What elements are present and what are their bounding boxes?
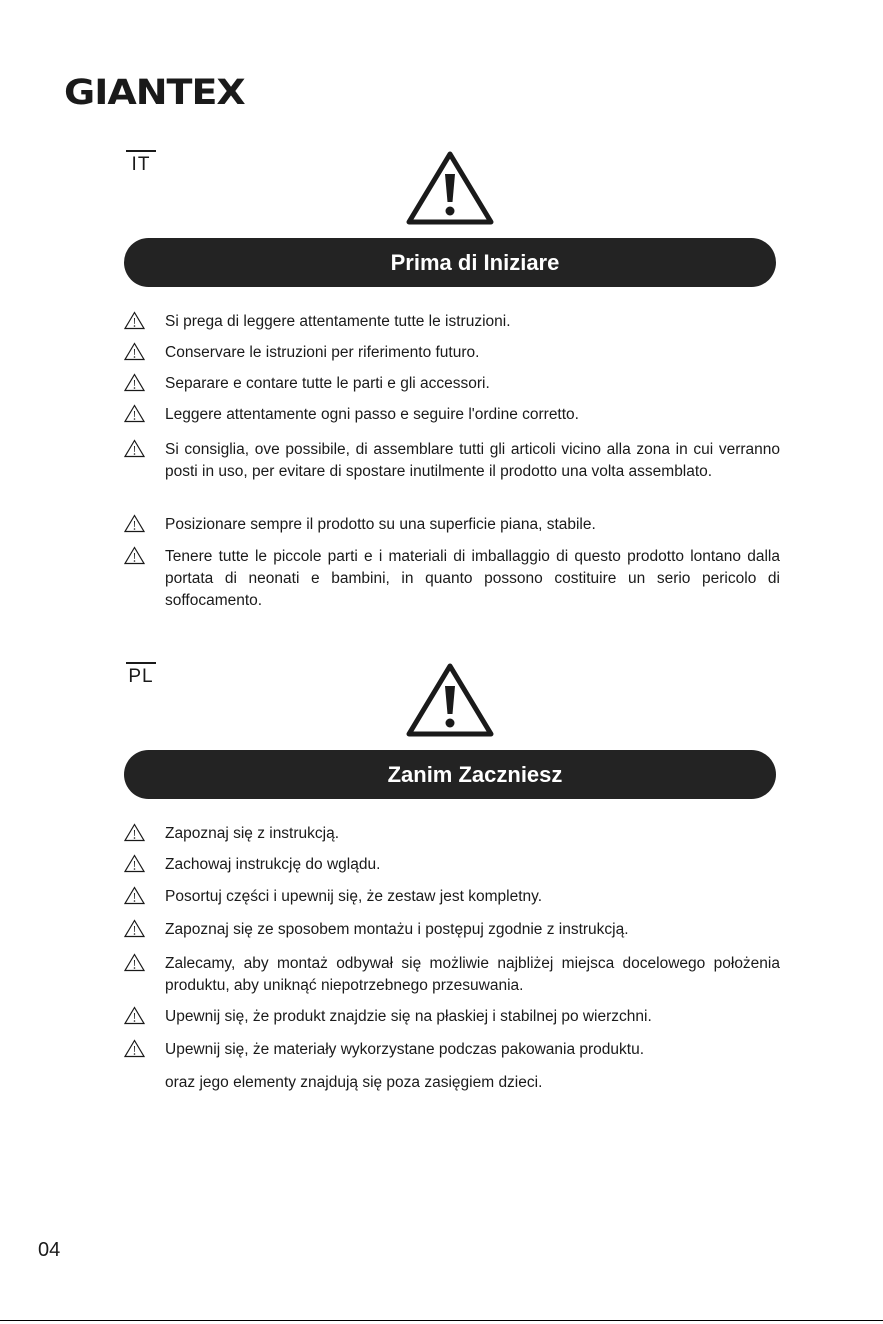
brand-logo: GIANTEX <box>64 72 245 113</box>
warning-triangle-icon <box>124 823 145 842</box>
warning-triangle-icon <box>124 311 145 330</box>
warning-triangle-icon <box>405 150 495 226</box>
warning-text: Upewnij się, że produkt znajdzie się na płaskiej i stabilnej po wierzchni. <box>165 1008 652 1025</box>
warning-triangle-icon <box>124 1039 145 1058</box>
warning-text: Leggere attentamente ogni passo e seguire l'ordine corretto. <box>165 406 579 423</box>
warning-item <box>124 342 780 364</box>
warning-triangle-icon <box>405 662 495 738</box>
warning-triangle-icon <box>124 342 145 361</box>
section-title-banner: Prima di Iniziare <box>124 238 776 287</box>
warning-triangle-icon <box>124 439 145 458</box>
warning-item <box>124 373 780 395</box>
warning-text: Posortuj części i upewnij się, że zestaw jest kompletny. <box>165 888 543 905</box>
warning-item <box>124 439 780 483</box>
warning-text: Si consiglia, ove possibile, di assemblare tutti gli articoli vicino alla zona in cui verranno posti in uso, per evitare di spostare inutilmente il prodotto una volta assemblato. <box>165 441 780 480</box>
warning-continuation-text: oraz jego elementy znajdują się poza zasięgiem dzieci. <box>165 1074 543 1091</box>
warning-triangle-icon <box>124 953 145 972</box>
warning-text: Separare e contare tutte le parti e gli accessori. <box>165 375 490 392</box>
warning-triangle-icon <box>124 919 145 938</box>
warning-text: Zalecamy, aby montaż odbywał się możliwie najbliżej miejsca docelowego położenia produktu, aby uniknąć niepotrzebnego przesuwania. <box>165 955 780 994</box>
warning-item <box>124 953 780 997</box>
warning-item <box>124 919 780 941</box>
warning-item <box>124 514 780 536</box>
footer-rule <box>0 1320 883 1321</box>
warning-triangle-icon <box>124 373 145 392</box>
warning-text: Posizionare sempre il prodotto su una superficie piana, stabile. <box>165 516 596 533</box>
page-number: 04 <box>38 1239 61 1261</box>
warning-item <box>124 823 780 845</box>
warning-item <box>124 311 780 333</box>
warning-text: Conservare le istruzioni per riferimento futuro. <box>165 344 480 361</box>
warning-triangle-icon <box>124 886 145 905</box>
warning-item <box>124 886 780 908</box>
warning-item <box>124 1006 780 1028</box>
section-title-banner: Zanim Zaczniesz <box>124 750 776 799</box>
warning-triangle-icon <box>124 1006 145 1025</box>
warning-text: Upewnij się, że materiały wykorzystane podczas pakowania produktu. <box>165 1041 645 1058</box>
warning-item <box>124 546 780 612</box>
warning-text: Zapoznaj się ze sposobem montażu i postępuj zgodnie z instrukcją. <box>165 921 629 938</box>
warning-item <box>124 404 780 426</box>
warning-text: Si prega di leggere attentamente tutte le istruzioni. <box>165 313 511 330</box>
warning-text: Tenere tutte le piccole parti e i materiali di imballaggio di questo prodotto lontano dalla portata di neonati e bambini, in quanto possono costituire un serio pericolo di soffocamento. <box>165 548 780 609</box>
warning-text: Zapoznaj się z instrukcją. <box>165 825 340 842</box>
warning-item <box>124 1039 780 1061</box>
language-code-it: IT <box>126 150 156 176</box>
warning-triangle-icon <box>124 404 145 423</box>
warning-item <box>124 854 780 876</box>
warning-triangle-icon <box>124 514 145 533</box>
language-code-pl: PL <box>126 662 156 688</box>
warning-triangle-icon <box>124 546 145 565</box>
warning-text: Zachowaj instrukcję do wglądu. <box>165 856 381 873</box>
warning-triangle-icon <box>124 854 145 873</box>
